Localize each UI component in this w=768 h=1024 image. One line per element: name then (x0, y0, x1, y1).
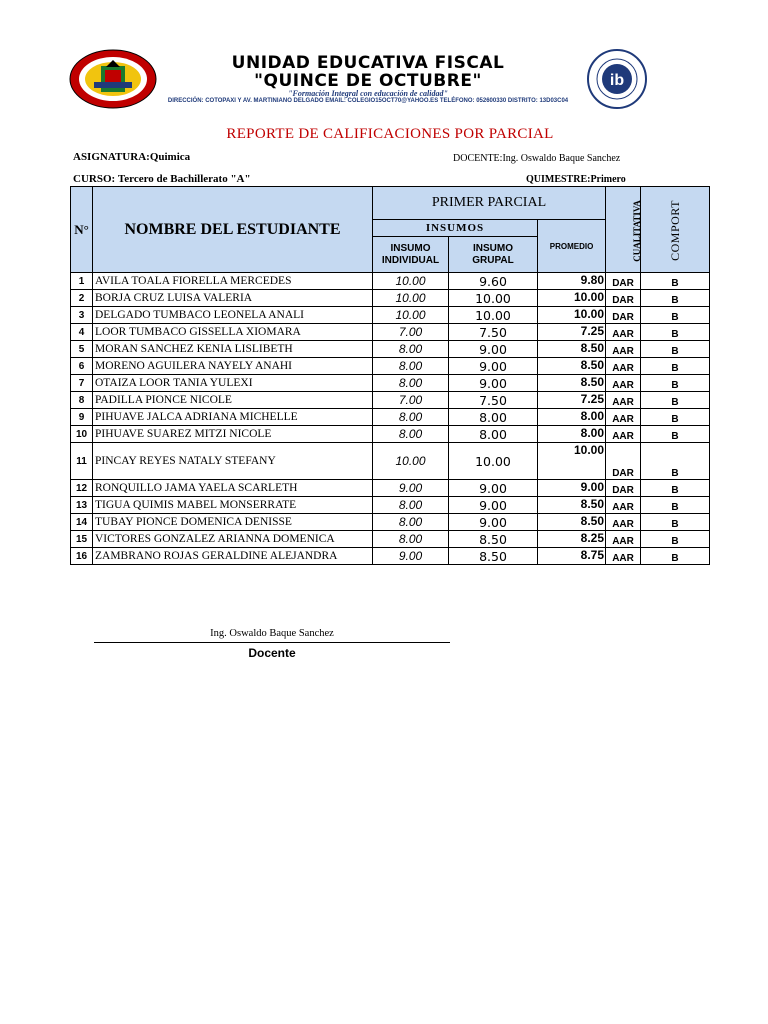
insumo-grupal-cell: 9.00 (449, 480, 538, 497)
comportamiento-cell: B (641, 307, 710, 324)
table-row (71, 307, 710, 324)
insumo-grupal-cell: 8.00 (449, 409, 538, 426)
col-header-insumo-individual (373, 237, 449, 273)
cualitativa-cell: DAR (606, 273, 641, 290)
insumo-individual-cell: 10.00 (373, 290, 449, 307)
row-number-cell: 7 (71, 375, 93, 392)
insumo-individual-cell: 8.00 (373, 375, 449, 392)
promedio-cell: 8.25 (538, 531, 606, 548)
promedio-cell: 8.50 (538, 375, 606, 392)
quimestre-label: QUIMESTRE: (526, 174, 591, 185)
school-name-line1: UNIDAD EDUCATIVA FISCAL (231, 53, 505, 73)
insumo-grupal-cell: 9.00 (449, 341, 538, 358)
insumo-grupal-cell: 8.50 (449, 548, 538, 565)
col-header-grp-line2: GRUPAL (472, 254, 514, 266)
asignatura-label: ASIGNATURA: (73, 151, 150, 163)
promedio-cell: 8.50 (538, 358, 606, 375)
cualitativa-cell: DAR (606, 307, 641, 324)
promedio-cell: 10.00 (538, 307, 606, 324)
promedio-cell: 8.50 (538, 514, 606, 531)
cualitativa-cell: AAR (606, 409, 641, 426)
col-header-cualitativa-text: CUALITATIVA (631, 199, 642, 262)
signature-line (94, 642, 450, 643)
insumo-grupal-cell: 10.00 (449, 307, 538, 324)
insumo-grupal-cell: 7.50 (449, 324, 538, 341)
promedio-cell: 7.25 (538, 392, 606, 409)
table-row (71, 426, 710, 443)
promedio-cell: 8.75 (538, 548, 606, 565)
row-number-cell: 4 (71, 324, 93, 341)
promedio-cell: 10.00 (538, 290, 606, 307)
student-name-cell: VICTORES GONZALEZ ARIANNA DOMENICA (93, 531, 373, 548)
curso-label: CURSO: (73, 173, 116, 185)
col-header-insumo-grupal (449, 237, 538, 273)
comportamiento-cell: B (641, 375, 710, 392)
quimestre-value: Primero (590, 174, 626, 185)
ib-logo-text: ib (609, 72, 625, 89)
promedio-cell: 8.50 (538, 497, 606, 514)
cualitativa-cell: AAR (606, 341, 641, 358)
insumo-individual-cell: 8.00 (373, 409, 449, 426)
student-name-cell: DELGADO TUMBACO LEONELA ANALI (93, 307, 373, 324)
col-header-no: N° (71, 187, 93, 273)
cualitativa-cell: DAR (606, 443, 641, 480)
cualitativa-cell: AAR (606, 548, 641, 565)
school-address: DIRECCIÓN: COTOPAXI Y AV. MARTINIANO DELGADO EMAIL: COLEGIO15OCT70@YAHOO.ES TELÉFONO: 052600330 DISTRITO: 13D03C04 (167, 98, 569, 104)
promedio-cell: 10.00 (538, 443, 606, 480)
insumo-grupal-cell: 9.00 (449, 497, 538, 514)
insumo-individual-cell: 10.00 (373, 273, 449, 290)
row-number-cell: 3 (71, 307, 93, 324)
comportamiento-cell: B (641, 426, 710, 443)
table-row (71, 443, 710, 480)
promedio-cell: 9.00 (538, 480, 606, 497)
school-motto: "Formación Integral con educación de calidad" (288, 89, 448, 98)
student-name-cell: TIGUA QUIMIS MABEL MONSERRATE (93, 497, 373, 514)
row-number-cell: 5 (71, 341, 93, 358)
col-header-grp-line1: INSUMO (473, 242, 513, 254)
docente-field (453, 153, 620, 164)
insumo-individual-cell: 9.00 (373, 548, 449, 565)
comportamiento-cell: B (641, 480, 710, 497)
insumo-individual-cell: 8.00 (373, 531, 449, 548)
report-title: REPORTE DE CALIFICACIONES POR PARCIAL (226, 126, 554, 142)
table-row (71, 341, 710, 358)
insumo-grupal-cell: 9.00 (449, 514, 538, 531)
table-row (71, 375, 710, 392)
row-number-cell: 13 (71, 497, 93, 514)
signature-role: Docente (248, 646, 296, 660)
row-number-cell: 2 (71, 290, 93, 307)
table-row (71, 392, 710, 409)
insumo-individual-cell: 9.00 (373, 480, 449, 497)
student-name-cell: TUBAY PIONCE DOMENICA DENISSE (93, 514, 373, 531)
student-name-cell: PINCAY REYES NATALY STEFANY (93, 443, 373, 480)
table-row (71, 531, 710, 548)
student-name-cell: RONQUILLO JAMA YAELA SCARLETH (93, 480, 373, 497)
insumo-individual-cell: 8.00 (373, 341, 449, 358)
table-row (71, 480, 710, 497)
col-header-parcial: PRIMER PARCIAL (373, 187, 606, 220)
docente-value: Ing. Oswaldo Baque Sanchez (502, 153, 621, 164)
insumo-grupal-cell: 10.00 (449, 443, 538, 480)
comportamiento-cell: B (641, 392, 710, 409)
curso-field (73, 173, 251, 185)
cualitativa-cell: DAR (606, 480, 641, 497)
asignatura-value: Quimica (149, 151, 191, 163)
insumo-individual-cell: 7.00 (373, 324, 449, 341)
row-number-cell: 6 (71, 358, 93, 375)
student-name-cell: MORAN SANCHEZ KENIA LISLIBETH (93, 341, 373, 358)
school-header (68, 48, 658, 110)
ib-world-school-logo (576, 48, 658, 110)
student-name-cell: ZAMBRANO ROJAS GERALDINE ALEJANDRA (93, 548, 373, 565)
student-name-cell: AVILA TOALA FIORELLA MERCEDES (93, 273, 373, 290)
col-header-cualitativa (606, 187, 641, 273)
table-row (71, 358, 710, 375)
insumo-individual-cell: 7.00 (373, 392, 449, 409)
promedio-cell: 7.25 (538, 324, 606, 341)
promedio-cell: 8.00 (538, 409, 606, 426)
curso-value: Tercero de Bachillerato "A" (117, 173, 251, 185)
col-header-name: NOMBRE DEL ESTUDIANTE (93, 187, 373, 273)
comportamiento-cell: B (641, 497, 710, 514)
col-header-promedio: PROMEDIO (538, 220, 606, 273)
comportamiento-cell: B (641, 273, 710, 290)
insumo-individual-cell: 8.00 (373, 358, 449, 375)
insumo-individual-cell: 10.00 (373, 307, 449, 324)
student-name-cell: LOOR TUMBACO GISSELLA XIOMARA (93, 324, 373, 341)
comportamiento-cell: B (641, 324, 710, 341)
comportamiento-cell: B (641, 358, 710, 375)
comportamiento-cell: B (641, 514, 710, 531)
cualitativa-cell: AAR (606, 324, 641, 341)
table-row (71, 514, 710, 531)
comportamiento-cell: B (641, 290, 710, 307)
asignatura-field (73, 151, 190, 163)
cualitativa-cell: AAR (606, 392, 641, 409)
row-number-cell: 1 (71, 273, 93, 290)
signature-name: Ing. Oswaldo Baque Sanchez (210, 628, 334, 639)
table-row (71, 273, 710, 290)
student-name-cell: OTAIZA LOOR TANIA YULEXI (93, 375, 373, 392)
row-number-cell: 12 (71, 480, 93, 497)
table-row (71, 497, 710, 514)
table-row (71, 324, 710, 341)
insumo-grupal-cell: 7.50 (449, 392, 538, 409)
insumo-individual-cell: 8.00 (373, 514, 449, 531)
cualitativa-cell: AAR (606, 497, 641, 514)
insumo-individual-cell: 10.00 (373, 443, 449, 480)
cualitativa-cell: AAR (606, 426, 641, 443)
promedio-cell: 8.50 (538, 341, 606, 358)
grades-body (71, 273, 710, 565)
student-name-cell: PIHUAVE SUAREZ MITZI NICOLE (93, 426, 373, 443)
cualitativa-cell: AAR (606, 514, 641, 531)
col-header-comport (641, 187, 710, 273)
row-number-cell: 9 (71, 409, 93, 426)
col-header-ind-line1: INSUMO (390, 242, 431, 254)
table-row (71, 409, 710, 426)
insumo-individual-cell: 8.00 (373, 426, 449, 443)
comportamiento-cell: B (641, 548, 710, 565)
promedio-cell: 8.00 (538, 426, 606, 443)
row-number-cell: 8 (71, 392, 93, 409)
row-number-cell: 15 (71, 531, 93, 548)
cualitativa-cell: DAR (606, 290, 641, 307)
student-name-cell: PIHUAVE JALCA ADRIANA MICHELLE (93, 409, 373, 426)
insumo-grupal-cell: 9.60 (449, 273, 538, 290)
cualitativa-cell: AAR (606, 531, 641, 548)
table-row (71, 290, 710, 307)
comportamiento-cell: B (641, 341, 710, 358)
promedio-cell: 9.80 (538, 273, 606, 290)
student-name-cell: PADILLA PIONCE NICOLE (93, 392, 373, 409)
insumo-grupal-cell: 8.00 (449, 426, 538, 443)
student-name-cell: MORENO AGUILERA NAYELY ANAHI (93, 358, 373, 375)
school-name-line2: "QUINCE DE OCTUBRE" (254, 71, 482, 91)
row-number-cell: 10 (71, 426, 93, 443)
insumo-grupal-cell: 9.00 (449, 358, 538, 375)
insumo-grupal-cell: 10.00 (449, 290, 538, 307)
cualitativa-cell: AAR (606, 358, 641, 375)
student-name-cell: BORJA CRUZ LUISA VALERIA (93, 290, 373, 307)
col-header-ind-line2: INDIVIDUAL (381, 254, 440, 266)
insumo-grupal-cell: 9.00 (449, 375, 538, 392)
row-number-cell: 16 (71, 548, 93, 565)
docente-label: DOCENTE: (453, 153, 503, 164)
col-header-comport-text: COMPORT (667, 199, 682, 261)
comportamiento-cell: B (641, 409, 710, 426)
cualitativa-cell: AAR (606, 375, 641, 392)
comportamiento-cell: B (641, 531, 710, 548)
col-header-insumos: INSUMOS (373, 220, 538, 237)
comportamiento-cell: B (641, 443, 710, 480)
insumo-grupal-cell: 8.50 (449, 531, 538, 548)
row-number-cell: 14 (71, 514, 93, 531)
grades-table (70, 186, 710, 565)
quimestre-field (526, 174, 626, 185)
insumo-individual-cell: 8.00 (373, 497, 449, 514)
row-number-cell: 11 (71, 443, 93, 480)
table-row (71, 548, 710, 565)
